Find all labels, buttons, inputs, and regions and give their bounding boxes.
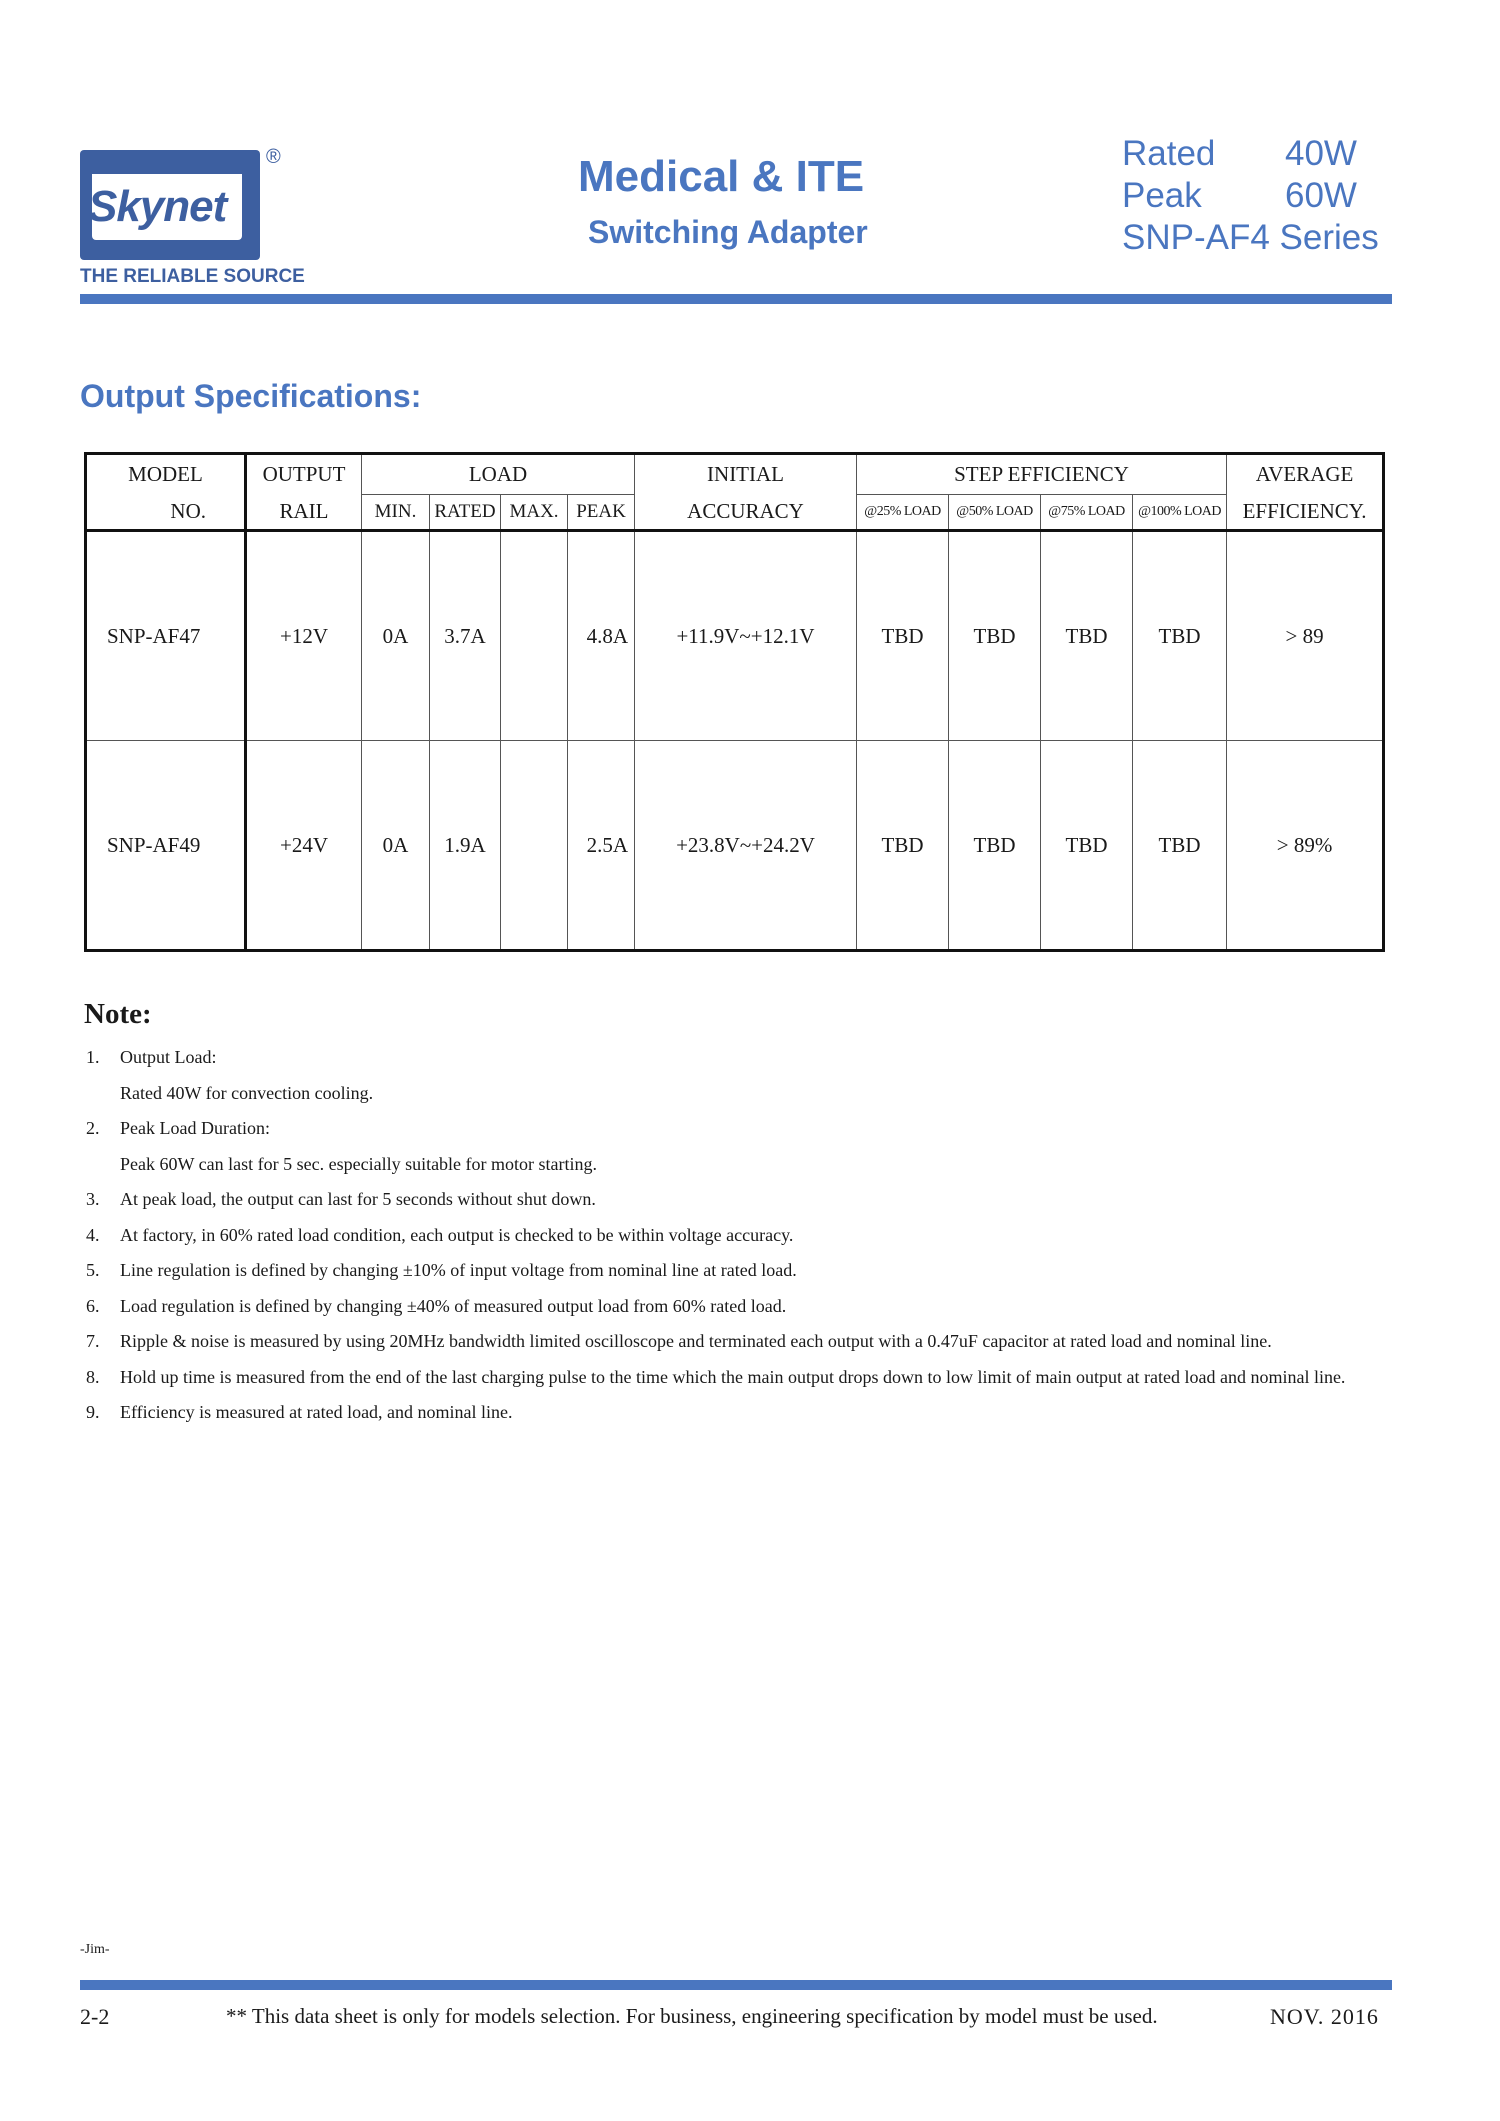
header-load-rated: RATED (430, 494, 501, 531)
note-text: Hold up time is measured from the end of the last charging pulse to the time which the main output drops down to low limit of main output at rated load and nominal line. (120, 1366, 1346, 1387)
header-step-25: @25% LOAD (857, 494, 949, 531)
cell-load-max (501, 531, 568, 741)
cell-load-peak: 4.8A (568, 531, 635, 741)
header-step-100: @100% LOAD (1133, 494, 1227, 531)
cell-average: > 89 (1227, 531, 1384, 741)
notes-title: Note: (84, 998, 152, 1030)
cell-load-min: 0A (362, 741, 430, 951)
header-initial (635, 454, 857, 495)
rated-label: Rated (1122, 134, 1216, 173)
note-number: 9. (86, 1402, 100, 1422)
section-title: Output Specifications: (80, 378, 422, 414)
note-number: 7. (86, 1331, 100, 1351)
note-text: At peak load, the output can last for 5 seconds without shut down. (120, 1189, 596, 1209)
rated-value: 40W (1285, 134, 1357, 173)
cell-accuracy: +23.8V~+24.2V (635, 741, 857, 951)
cell-eff-100: TBD (1133, 741, 1227, 951)
header-average-efficiency: EFFICIENCY. (1227, 494, 1384, 531)
peak-label: Peak (1122, 176, 1202, 215)
skynet-logo (80, 146, 340, 290)
cell-load-rated: 1.9A (430, 741, 501, 951)
cell-eff-75: TBD (1041, 531, 1133, 741)
note-number: 1. (86, 1047, 100, 1067)
table-row (86, 531, 1384, 741)
note-number: 2. (86, 1118, 100, 1138)
header-average-line1: AVERAGE (1255, 462, 1354, 487)
header-step-efficiency: STEP EFFICIENCY (857, 454, 1227, 495)
cell-eff-50: TBD (949, 531, 1041, 741)
note-text: Peak Load Duration: (120, 1118, 270, 1138)
note-item (84, 1395, 1384, 1431)
header-model (86, 454, 246, 495)
note-item (84, 1253, 1384, 1289)
note-item (84, 1040, 1384, 1111)
cell-load-max (501, 741, 568, 951)
header-step-50: @50% LOAD (949, 494, 1041, 531)
notes-list (84, 1040, 1384, 1431)
header-model-line1: MODEL (128, 462, 203, 487)
note-number: 3. (86, 1189, 100, 1209)
note-number: 6. (86, 1295, 100, 1316)
cell-eff-100: TBD (1133, 531, 1227, 741)
cell-accuracy: +11.9V~+12.1V (635, 531, 857, 741)
registered-mark: ® (266, 146, 281, 168)
header-initial-line1: INITIAL (707, 462, 784, 487)
header-load-max: MAX. (501, 494, 568, 531)
footer-disclaimer: ** This data sheet is only for models selection. For business, engineering specification by model must be used. (226, 2004, 1158, 2028)
note-continuation: Peak 60W can last for 5 sec. especially suitable for motor starting. (120, 1153, 598, 1174)
header-step-75: @75% LOAD (1041, 494, 1133, 531)
header-output-line1: OUTPUT (262, 462, 346, 487)
note-item (84, 1289, 1384, 1325)
cell-eff-50: TBD (949, 741, 1041, 951)
logo-wordmark: Skynet (88, 182, 227, 231)
header-load-min: MIN. (362, 494, 430, 531)
cell-eff-75: TBD (1041, 741, 1133, 951)
footer-divider (80, 1980, 1392, 1990)
cell-rail: +12V (246, 531, 362, 741)
author-tag: -Jim- (80, 1942, 110, 1957)
cell-eff-25: TBD (857, 741, 949, 951)
document-subtitle: Switching Adapter (588, 214, 868, 250)
header-divider (80, 294, 1392, 304)
header-load: LOAD (362, 454, 635, 495)
table-row (86, 741, 1384, 951)
note-item (84, 1218, 1384, 1254)
page-number: 2-2 (80, 2004, 110, 2029)
note-number: 5. (86, 1260, 100, 1280)
note-continuation: Rated 40W for convection cooling. (120, 1082, 374, 1103)
note-number: 8. (86, 1366, 100, 1387)
cell-eff-25: TBD (857, 531, 949, 741)
cell-average: > 89% (1227, 741, 1384, 951)
note-item (84, 1111, 1384, 1182)
note-text: Output Load: (120, 1047, 217, 1067)
logo-tagline: THE RELIABLE SOURCE (80, 266, 305, 287)
header-output (246, 454, 362, 495)
header-initial-accuracy: ACCURACY (635, 494, 857, 531)
document-title: Medical & ITE (578, 152, 865, 201)
header-output-rail: RAIL (246, 494, 362, 531)
footer-date: NOV. 2016 (1270, 2004, 1379, 2029)
note-text: Line regulation is defined by changing ±10% of input voltage from nominal line at rated load. (120, 1260, 797, 1280)
note-item (84, 1360, 1384, 1396)
note-item (84, 1324, 1384, 1360)
peak-value: 60W (1285, 176, 1357, 215)
cell-model: SNP-AF49 (86, 741, 246, 951)
output-spec-table (84, 452, 1385, 952)
note-text: At factory, in 60% rated load condition, each output is checked to be within voltage accuracy. (120, 1224, 794, 1245)
header-average (1227, 454, 1384, 495)
series-label: SNP-AF4 Series (1122, 218, 1379, 257)
note-number: 4. (86, 1224, 100, 1245)
cell-load-peak: 2.5A (568, 741, 635, 951)
cell-rail: +24V (246, 741, 362, 951)
note-text: Ripple & noise is measured by using 20MHz bandwidth limited oscilloscope and terminated each output with a 0.47uF capacitor at rated load and nominal line. (120, 1331, 1272, 1351)
header-model-no: NO. (86, 494, 246, 531)
header-load-peak: PEAK (568, 494, 635, 531)
note-item (84, 1182, 1384, 1218)
note-text: Efficiency is measured at rated load, and nominal line. (120, 1402, 513, 1422)
note-text: Load regulation is defined by changing ±40% of measured output load from 60% rated load. (120, 1295, 787, 1316)
cell-model: SNP-AF47 (86, 531, 246, 741)
cell-load-min: 0A (362, 531, 430, 741)
cell-load-rated: 3.7A (430, 531, 501, 741)
